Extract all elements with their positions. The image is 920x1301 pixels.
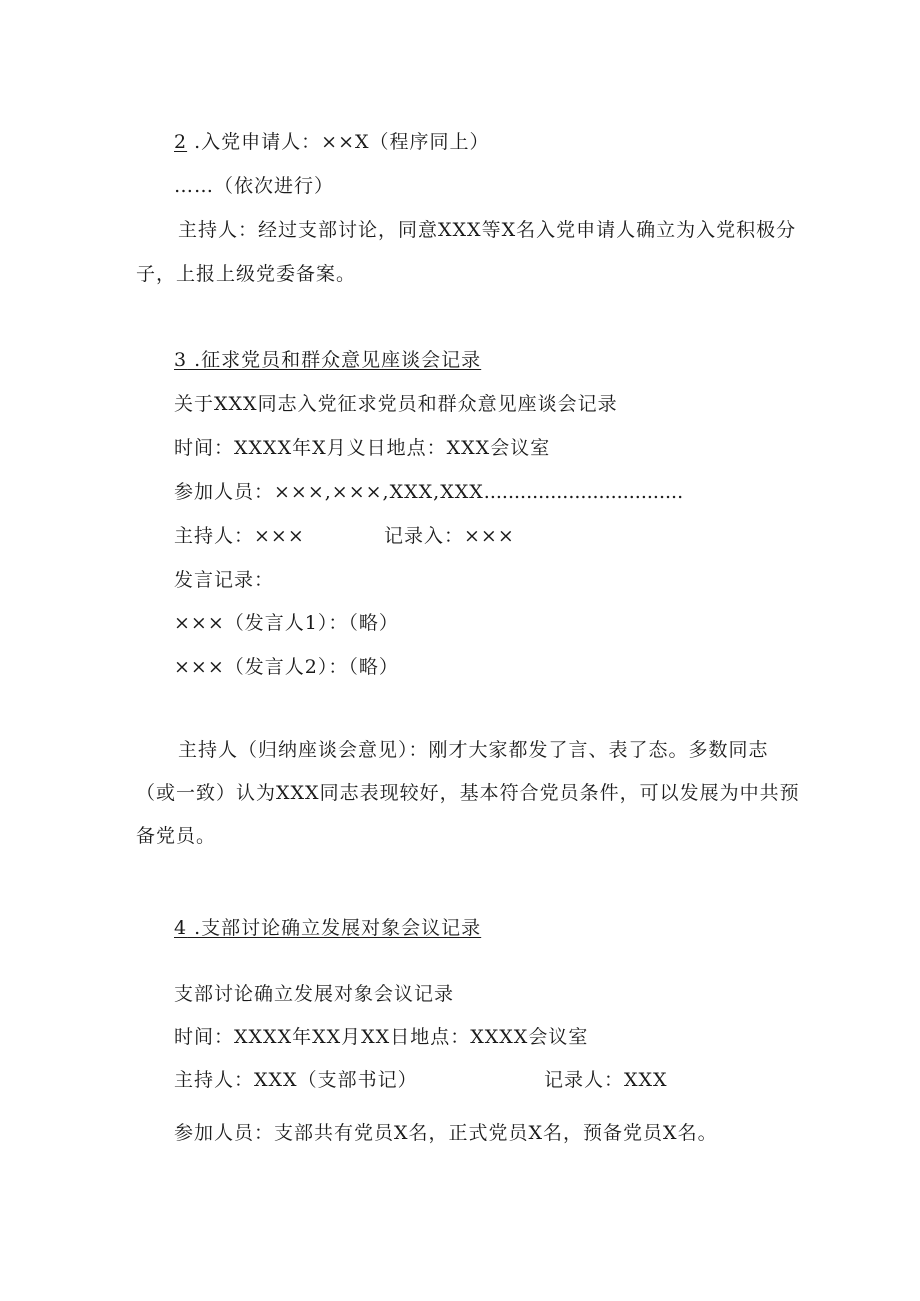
section-4-time: 时间：XXXX年XX月XX日地点：XXXX会议室 <box>174 1026 589 1048</box>
section-3-title: .征求党员和群众意见座谈会记录 <box>187 349 482 371</box>
section-4-host: 主持人：XXX（支部书记） <box>174 1069 418 1091</box>
section-3-time: 时间：XXXX年X月义日地点：XXX会议室 <box>174 437 551 459</box>
section-4-subtitle: 支部讨论确立发展对象会议记录 <box>174 983 455 1005</box>
section-3-recorder: 记录入：××× <box>384 525 515 547</box>
section-3-participants <box>174 480 683 504</box>
section-3-speech-label: 发言记录： <box>174 569 275 591</box>
section-3-speaker-1: ×××（发言人1）：（略） <box>174 612 399 634</box>
section-4-recorder: 记录人：XXX <box>544 1069 668 1091</box>
section-2-host-line-2: 子，上报上级党委备案。 <box>136 263 357 285</box>
section-3-heading <box>174 348 481 372</box>
section-3-participants-dots: ................................. <box>483 481 684 503</box>
section-2-title: .入党申请人：××X（程序同上） <box>187 131 490 153</box>
section-4-participants: 参加人员：支部共有党员X名，正式党员X名，预备党员X名。 <box>174 1122 718 1144</box>
section-3-subtitle: 关于XXX同志入党征求党员和群众意见座谈会记录 <box>174 393 618 415</box>
section-4-heading <box>174 916 481 940</box>
section-3-summary-line-1: 主持人（归纳座谈会意见）：刚才大家都发了言、表了态。多数同志 <box>178 739 769 761</box>
section-3-summary-line-3: 备党员。 <box>136 825 217 847</box>
section-4-number: 4 <box>174 917 188 939</box>
section-4-title: .支部讨论确立发展对象会议记录 <box>187 917 482 939</box>
section-3-number: 3 <box>174 349 188 371</box>
section-3-host: 主持人：××× <box>174 525 305 547</box>
section-2-host-line-1: 主持人：经过支部讨论，同意XXX等X名入党申请人确立为入党积极分 <box>178 219 797 241</box>
section-2-note: ……（依次进行） <box>174 175 335 197</box>
section-3-participants-label: 参加人员：×××,×××,XXX,XXX <box>174 481 484 503</box>
section-2-heading <box>174 130 490 154</box>
section-3-speaker-2: ×××（发言人2）：（略） <box>174 656 399 678</box>
section-3-summary-line-2: （或一致）认为XXX同志表现较好，基本符合党员条件，可以发展为中共预 <box>136 782 800 804</box>
section-2-number: 2 <box>174 131 188 153</box>
